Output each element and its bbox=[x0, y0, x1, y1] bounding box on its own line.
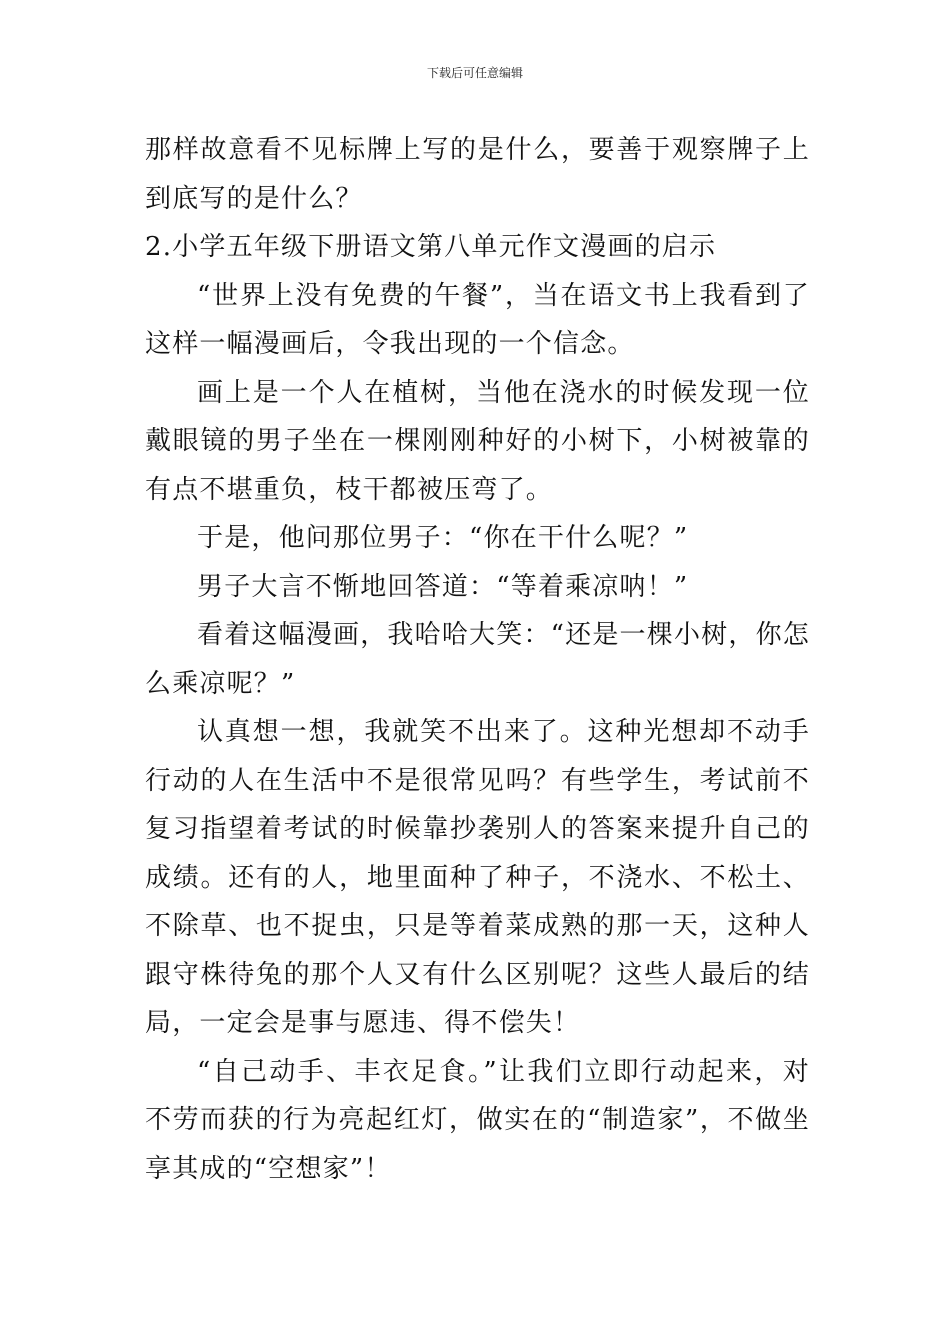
document-body bbox=[145, 126, 810, 1193]
paragraph: 看着这幅漫画，我哈哈大笑：“还是一棵小树，你怎么乘凉呢？” bbox=[145, 620, 810, 699]
paragraph: 男子大言不惭地回答道：“等着乘凉呐！” bbox=[197, 571, 689, 602]
section-heading: 2.小学五年级下册语文第八单元作文漫画的启示 bbox=[145, 232, 717, 262]
paragraph: 认真想一想，我就笑不出来了。这种光想却不动手行动的人在生活中不是很常见吗？有些学生，考试前不复习指望着考试的时候靠抄袭别人的答案来提升自己的成绩。还有的人，地里面种了种子，不浇水、不松土、不除草、也不捉虫，只是等着菜成熟的那一天，这种人跟守株待兔的那个人又有什么区别呢？这些人最后的结局，一定会是事与愿违、得不偿失！ bbox=[145, 717, 810, 1038]
paragraph: “世界上没有免费的午餐”，当在语文书上我看到了这样一幅漫画后，令我出现的一个信念。 bbox=[145, 280, 810, 359]
paragraph: 于是，他问那位男子：“你在干什么呢？” bbox=[197, 523, 689, 553]
paragraph: 画上是一个人在植树，当他在浇水的时候发现一位戴眼镜的男子坐在一棵刚刚种好的小树下，小树被靠的有点不堪重负，枝干都被压弯了。 bbox=[145, 377, 810, 505]
paragraph: “自己动手、丰衣足食。”让我们立即行动起来，对不劳而获的行为亮起红灯，做实在的“制造家”，不做坐享其成的“空想家”！ bbox=[145, 1056, 810, 1184]
page-header-note: 下载后可任意编辑 bbox=[426, 66, 523, 80]
paragraph-continuation: 那样故意看不见标牌上写的是什么，要善于观察牌子上到底写的是什么？ bbox=[145, 135, 810, 214]
